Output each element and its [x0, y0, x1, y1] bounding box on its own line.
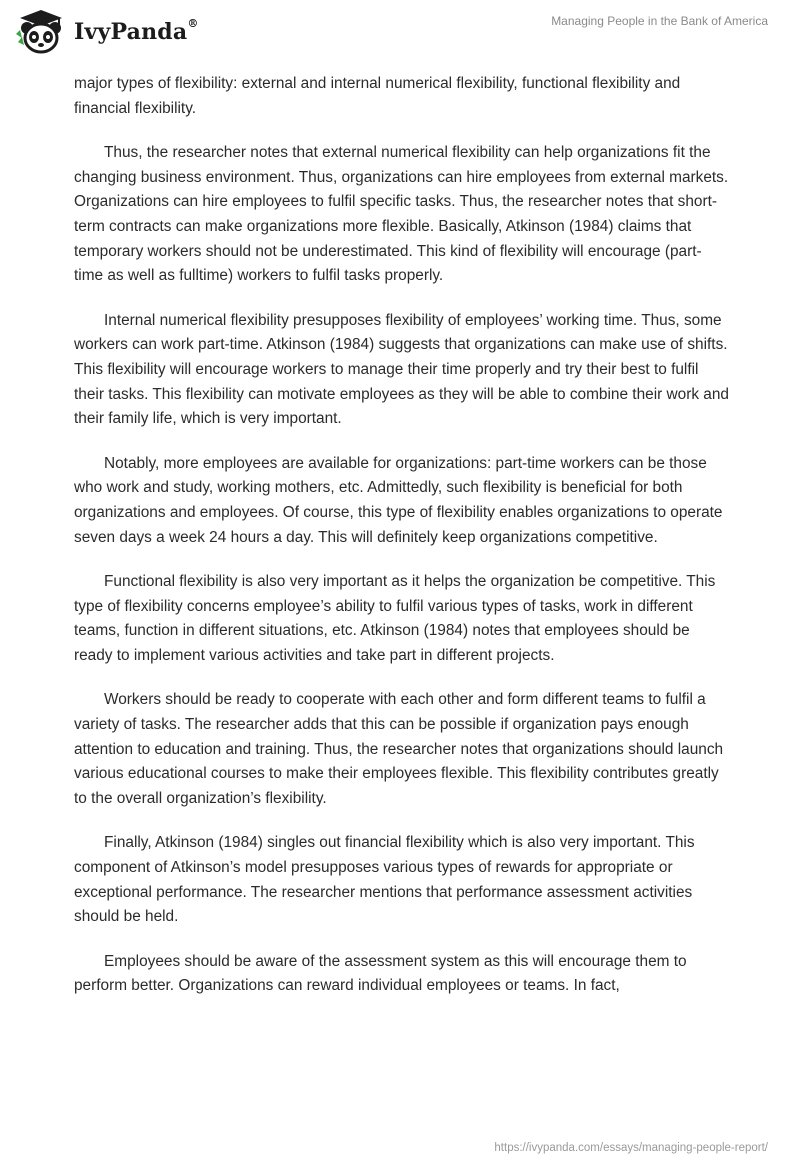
paragraph: major types of flexibility: external and internal numerical flexibility, functional flexibility and financial flexibility.	[74, 75, 681, 117]
brand-name: IvyPanda®	[74, 16, 199, 45]
paragraph: Finally, Atkinson (1984) singles out financial flexibility which is also very important. This component of Atkinson’s model presupposes various types of rewards for appropriate or exceptional performance. The researcher mentions that performance assessment activities should be held.	[74, 834, 695, 926]
registered-mark: ®	[187, 16, 199, 30]
page-header	[0, 0, 800, 60]
paragraph: Employees should be aware of the assessment system as this will encourage them to perform better. Organizations can reward individual employees or teams. In fact,	[74, 952, 687, 995]
paragraph: Functional flexibility is also very important as it helps the organization be competitive. This type of flexibility concerns employee’s ability to fulfil various types of tasks, work in different teams, function in different situations, etc. Atkinson (1984) notes that employees should be ready to implement various activities and take part in different projects.	[74, 573, 716, 664]
paragraph: Internal numerical flexibility presupposes flexibility of employees’ working time. Thus, some workers can work part-time. Atkinson (1984) suggests that organizations can make use of shifts. This flexibility will encourage workers to manage their time properly and try their best to fulfil their tasks. This flexibility can motivate employees as they will be able to combine their work and their family life, which is very important.	[74, 311, 729, 428]
paragraph: Thus, the researcher notes that external numerical flexibility can help organizations fit the changing business environment. Thus, organizations can hire employees from external markets. Organizations can hire employees to fulfil specific tasks. Thus, the researcher notes that short-term contracts can make organizations more flexible. Basically, Atkinson (1984) claims that temporary workers should not be underestimated. This kind of flexibility will encourage (part-time as well as fulltime) workers to fulfil tasks properly.	[74, 144, 729, 285]
ivypanda-logo[interactable]	[14, 8, 199, 56]
essay-body	[74, 72, 730, 1019]
document-title: Managing People in the Bank of America	[551, 14, 768, 28]
panda-logo-icon	[14, 8, 68, 56]
paragraph: Notably, more employees are available for organizations: part-time workers can be those who work and study, working mothers, etc. Admittedly, such flexibility is beneficial for both organizations and employees. Of course, this type of flexibility enables organizations to operate seven days a week 24 hours a day. This will definitely keep organizations competitive.	[74, 454, 723, 546]
source-url[interactable]: https://ivypanda.com/essays/managing-people-report/	[494, 1142, 768, 1154]
paragraph: Workers should be ready to cooperate with each other and form different teams to fulfil a variety of tasks. The researcher adds that this can be possible if organization pays enough attention to education and training. Thus, the researcher notes that organizations should launch various educational courses to make their employees flexible. This flexibility contributes greatly to the overall organization’s flexibility.	[74, 691, 724, 807]
